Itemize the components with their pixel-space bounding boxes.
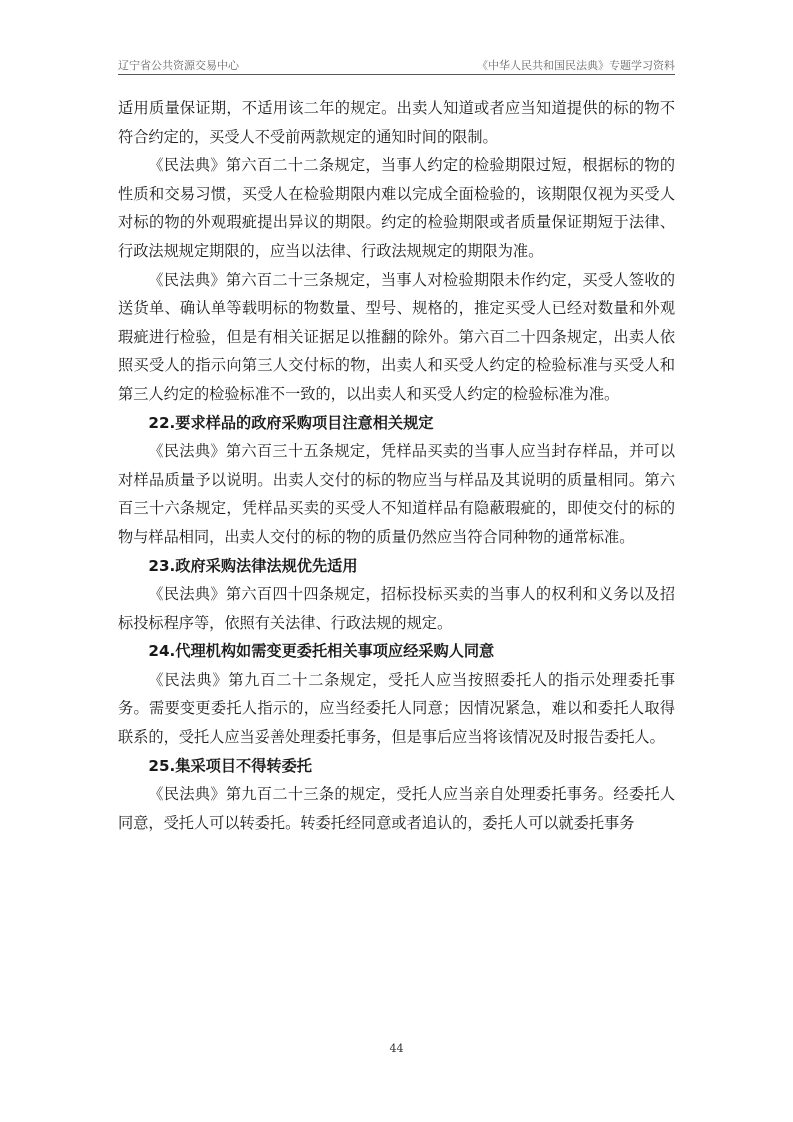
paragraph: 《民法典》第九百二十二条规定，受托人应当按照委托人的指示处理委托事务。需要变更委托人指示的，应当经委托人同意；因情况紧急，难以和委托人取得联系的，受托人应当妥善处理委托事务，但是事后应当将该情况及时报告委托人。 <box>118 670 675 747</box>
header-document-title: 《中华人民共和国民法典》专题学习资料 <box>477 59 675 72</box>
header-org-name: 辽宁省公共资源交易中心 <box>118 59 239 72</box>
section-heading: 22.要求样品的政府采购项目注意相关规定 <box>148 413 434 432</box>
paragraph: 《民法典》第六百四十四条规定，招标投标买卖的当事人的权利和义务以及招标投标程序等，依照有关法律、行政法规的规定。 <box>118 585 675 632</box>
document-body <box>118 94 675 837</box>
paragraph: 《民法典》第六百二十三条规定，当事人对检验期限未作约定，买受人签收的送货单、确认单等载明标的物数量、型号、规格的，推定买受人已经对数量和外观瑕疵进行检验，但是有相关证据足以推翻的除外。第六百二十四条规定，出卖人依照买受人的指示向第三人交付标的物，出卖人和买受人约定的检验标准与买受人和第三人约定的检验标准不一致的，以出卖人和买受人约定的检验标准为准。 <box>118 270 675 403</box>
paragraph: 《民法典》第六百二十二条规定，当事人约定的检验期限过短，根据标的物的性质和交易习惯，买受人在检验期限内难以完成全面检验的，该期限仅视为买受人对标的物的外观瑕疵提出异议的期限。约定的检验期限或者质量保证期短于法律、行政法规规定期限的，应当以法律、行政法规规定的期限为准。 <box>118 156 675 260</box>
section-heading: 25.集采项目不得转委托 <box>148 756 312 775</box>
section-heading: 23.政府采购法律法规优先适用 <box>148 556 358 575</box>
paragraph: 《民法典》第九百二十三条的规定，受托人应当亲自处理委托事务。经委托人同意，受托人可以转委托。转委托经同意或者追认的，委托人可以就委托事务 <box>118 785 675 832</box>
page-number: 44 <box>389 1042 404 1055</box>
running-header <box>118 52 675 75</box>
paragraph: 《民法典》第六百三十五条规定，凭样品买卖的当事人应当封存样品，并可以对样品质量予以说明。出卖人交付的标的物应当与样品及其说明的质量相同。第六百三十六条规定，凭样品买卖的买受人不知道样品有隐蔽瑕疵的，即使交付的标的物与样品相同，出卖人交付的标的物的质量仍然应当符合同种物的通常标准。 <box>118 442 675 546</box>
section-heading: 24.代理机构如需变更委托相关事项应经采购人同意 <box>148 642 495 661</box>
paragraph: 适用质量保证期，不适用该二年的规定。出卖人知道或者应当知道提供的标的物不符合约定的，买受人不受前两款规定的通知时间的限制。 <box>118 99 675 146</box>
